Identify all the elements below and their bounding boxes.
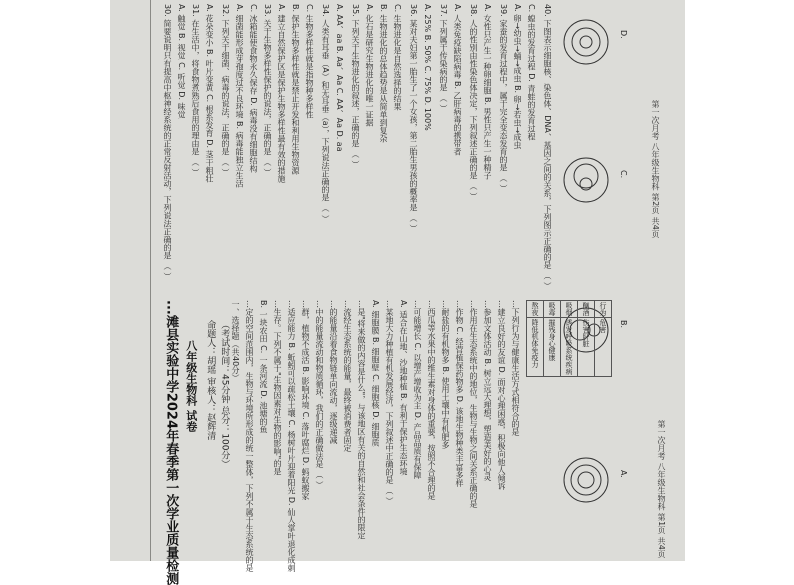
q37-options: A. 人类免疫缺陷病毒 B. 乙肝病毒的携带者 — [453, 4, 462, 156]
q35-option-b: B. 生物进化的总体趋势是从简单到复杂 — [379, 4, 388, 143]
q7: …西瓜等水果中的维生素对身体的重要，按照不合理的是 — [427, 300, 436, 500]
q38: 38. 人的性别由性染色体决定，下列叙述正确的是 （ ） — [469, 4, 478, 201]
q34-options: A. AA、aa B. Aa、Aa C. AA、Aa D. aa — [335, 4, 344, 152]
q35: 35. 下列关于生物进化的叙述，正确的是 （ ） — [351, 4, 360, 169]
section-heading: 一、选择题（共40分） — [231, 300, 240, 383]
q33-option-b: B. 保护生物多样性就是禁止开发和利用生物资源 — [291, 4, 300, 175]
exam-info: （考试时间：45分钟 总分：100分） — [219, 320, 230, 469]
footer-page-2: 第一次月考 八年级生物科 第2页 共4页 — [651, 100, 660, 238]
q2-options: …适应能力 B. 蚯蚓可以疏松土壤 C. 杨树叶片迎着阳光 D. 仙人掌叶退化成刺 — [287, 300, 296, 573]
q4-option-a: …的能量沿着食物链单向流动，逐级递减 — [329, 300, 338, 444]
page-subtitle: 八年级生物科 试卷 — [184, 340, 198, 432]
q32-option-cd: C. 冰箱能使食物永久保存 D. 病毒没有细胞结构 — [249, 4, 258, 173]
q1-options: B. 一块农田 C. 一条河流 D. 池塘的鱼 — [259, 300, 268, 434]
q36: 36. 某对夫妇第一胎生了一个女孩，第二胎生男孩的概率是 （ ） — [409, 4, 418, 233]
table-header-hazard: 危害 — [595, 318, 612, 377]
q40-label-b: B. — [619, 320, 628, 329]
q36-options: A. 25% B. 50% C. 75% D. 100% — [423, 4, 432, 131]
q8-option-cd: …建立良好的友谊 D. 面对心理困惑，积极向他人倾诉 — [497, 300, 506, 490]
q8: …作用在生态系统中的地位，生物与生物之间关系正确的是 — [469, 300, 478, 508]
q31: 31. 在生活中，将食物煮熟后食用的理由是 （ ） — [191, 4, 200, 177]
q1: …定的空间范围内，生物与环境所形成的统一整体，下列不属于生态系统的是 — [245, 300, 254, 572]
q40-label-c: C. — [619, 170, 628, 179]
q33: 33. 关于生物多样性保护的说法，正确的是 （ ） — [263, 4, 272, 177]
table-row: 酗酒 伤害肝脏 — [578, 301, 595, 377]
q5-options: A. 细胞膜 B. 细胞壁 C. 细胞核 D. 细胞质 — [371, 300, 380, 447]
table-row: 吸毒 摧残身心健康 — [544, 301, 561, 377]
q6-option-cd: …可能增长 C. 以增产增收为主 D. 产品品质有保障 — [413, 300, 422, 480]
q8-option-ab: …参加文体活动 B. 树立远大理想，塑造美好的心灵 — [483, 300, 492, 482]
behavior-hazard-table — [526, 300, 612, 377]
q30: 30. 简要说明只有提高中枢神经系统的正常反射活动，下列说法正确的是 （ ） — [163, 4, 172, 281]
q40-label-a: A. — [619, 470, 628, 478]
q4-option-b: …流经生态系统的能量，最终被消费者固定 — [343, 300, 352, 452]
table-row: 熬夜 降低机体免疫力 — [527, 301, 544, 377]
page-divider — [150, 0, 151, 561]
author-line: 命题人：胡瑶 审核人：赵辉清 — [205, 320, 216, 440]
q30-options: A. 触觉 B. 视觉 C. 听觉 D. 味觉 — [177, 4, 186, 119]
left-page-questions — [230, 300, 607, 573]
q35-option-a: A. 化石是研究生物进化的唯一证据 — [365, 4, 374, 127]
q6: …某地大力种植有机发展经济，下列叙述中正确的是 （ ） — [385, 300, 394, 506]
q2: …生存。下列不属于"生物因素对生物的影响"的是 — [273, 300, 282, 476]
q39-option-ab: A. 卵→幼虫→蛹→成虫 B. 卵→若虫→成虫 — [513, 4, 522, 150]
footer-page-1: 第一次月考 八年级生物科 第1页 共4页 — [657, 420, 666, 558]
q39: 39. 家蚕的发育过程中，属于完全变态发育的是 （ ） — [499, 4, 508, 193]
table-row: 吸烟 诱发呼吸系统疾病 — [561, 301, 578, 377]
q9: …下列行为与健康生活方式相符合的是 — [511, 300, 520, 436]
q33-option-a: A. 建立自然保护区是保护生物多样性最有效的措施 — [277, 4, 286, 183]
q40-label-d: D. — [619, 30, 628, 39]
q32-option-ab: A. 细菌能形成芽孢度过不良环境 B. 病毒能独立生活 — [235, 4, 244, 188]
q7-option-ab: …耐盐的有机物多 B. 使用土壤中有机肥多 — [441, 300, 450, 450]
q40-option-c-diagram — [556, 150, 616, 240]
q40-option-d-diagram — [556, 12, 616, 102]
q35-option-c: C. 生物进化是自然选择的结果 — [393, 4, 402, 111]
q39-option-cd: C. 蝗虫的发育过程 D. 青蛙的发育过程 — [527, 4, 536, 141]
q5: …是"将来做的内容是什么"，与该地区有关的自然和社会条件的限定 — [357, 300, 366, 540]
q34: 34. 人类有耳垂（A）和无耳垂（a），下列说法正确的是 （ ） — [321, 4, 330, 223]
q37: 37. 下列属于传染病的是 （ ） — [439, 4, 448, 113]
q40: 40. 下图表示细胞核、染色体、DNA、基因之间的关系，下列图示正确的是 （ ） — [543, 4, 552, 290]
q32: 32. 下列关于细菌、病毒的说法，正确的是 （ ） — [221, 4, 230, 177]
q38-options: A. 女性只产生一种卵细胞 B. 男性只产生一种精子 — [483, 4, 492, 180]
q7-option-cd: …作物 C. 经营植保药物多 D. 该地生物种类丰富多样 — [455, 300, 464, 488]
table-header-behavior: 行为 — [595, 301, 612, 318]
page-title: ...滩县实验中学2024年春季第一次学业质量检测 — [163, 300, 179, 585]
q33-option-c: C. 生物多样性就是指物种多样性 — [305, 4, 314, 119]
q3-options: …群，植物不成活 B. 影响环境 C. 落叶腐烂 D. 蚂蚁搬家 — [301, 300, 310, 501]
q6-option-ab: A. 适合在山地、沙地种植 B. 有利于保护生态环境 — [399, 300, 408, 476]
q4: …中的能量流动和物质循环，我们的正确做法是 （ ） — [315, 300, 324, 490]
q31-options: A. 花朵变小 B. 叶片变黄 C. 根系发育 D. 茎干粗壮 — [205, 4, 214, 183]
